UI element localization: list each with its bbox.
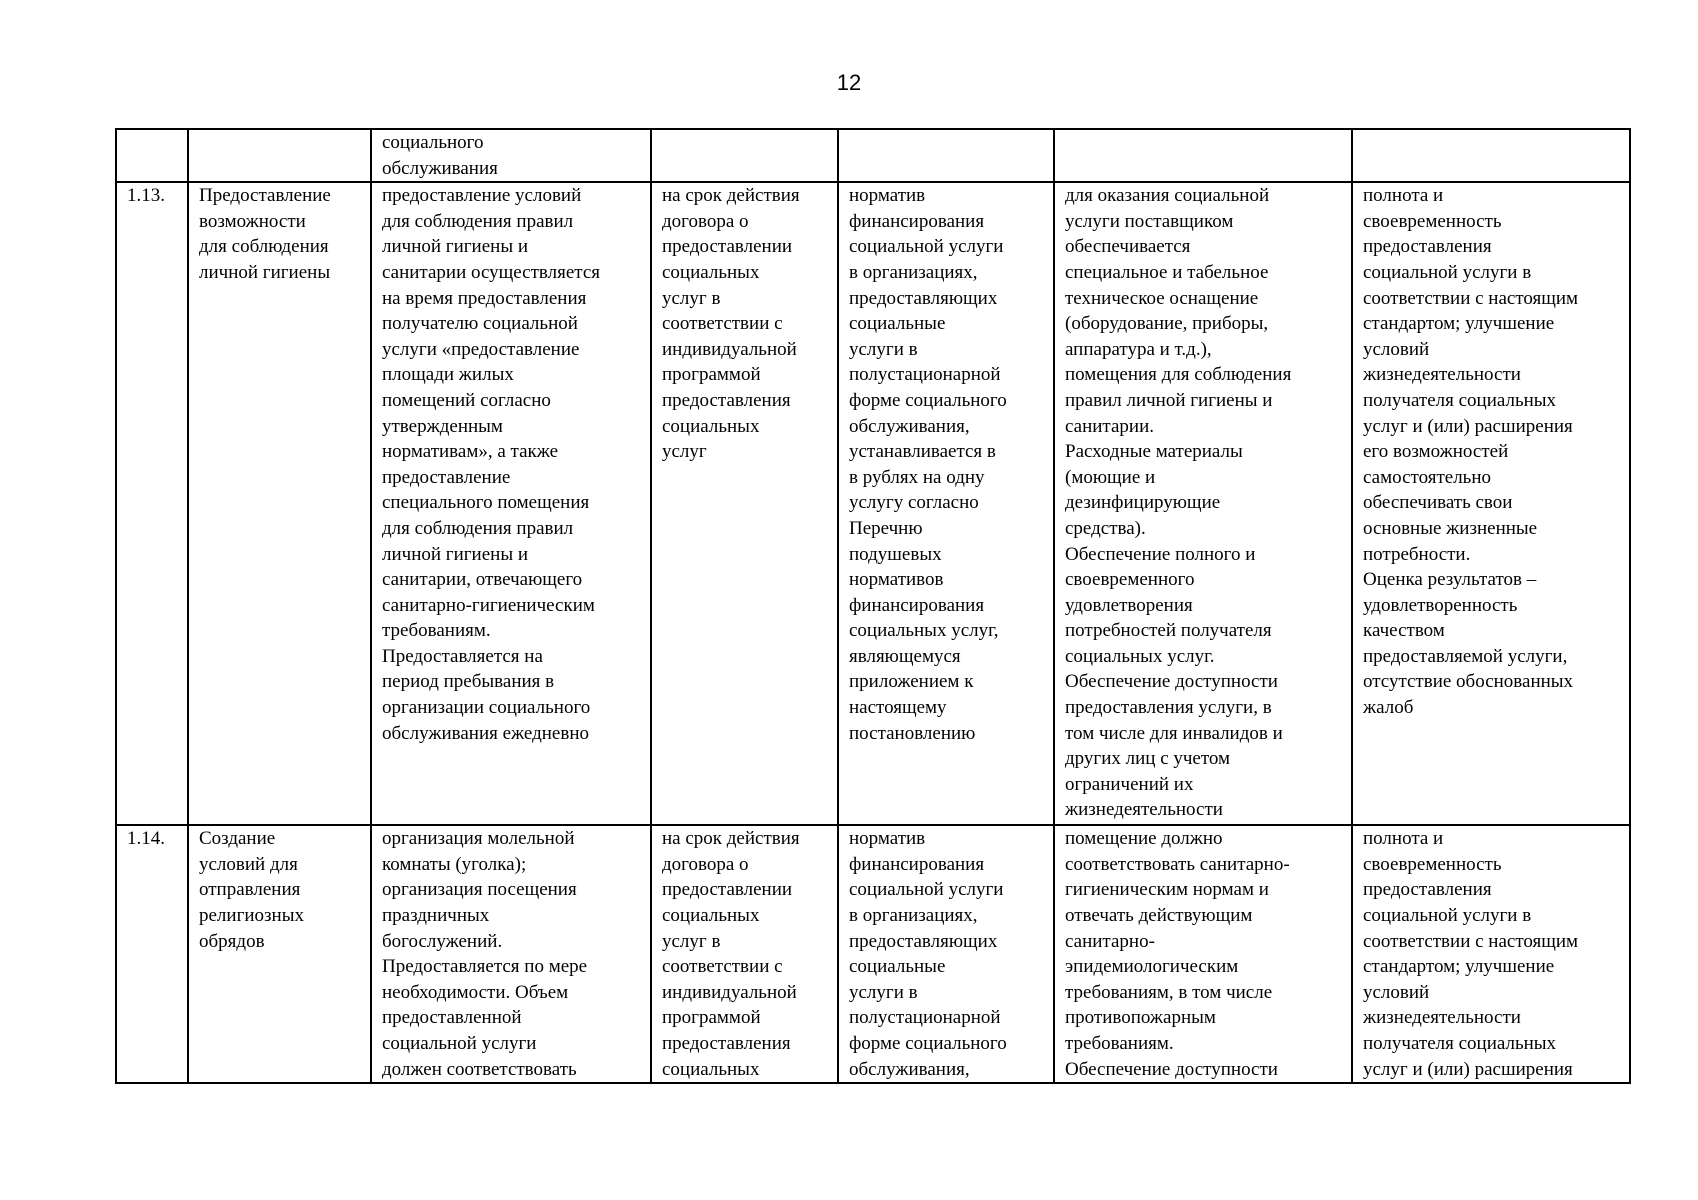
service-conditions: помещение должно соответствовать санитарно- гигиеническим нормам и отвечать действующим санитарно- эпидемиологическим требованиям, в том числе противопожарным требованиям. Обеспечение доступности: [1065, 828, 1290, 1080]
service-conditions-cell: [1054, 825, 1352, 1083]
service-name-cell: [188, 182, 371, 825]
row-number-cell: [116, 825, 188, 1083]
service-evaluation-cell: [1352, 129, 1630, 182]
table-row: [116, 129, 1630, 182]
service-description-cell: [371, 825, 651, 1083]
service-name: Предоставление возможности для соблюдения личной гигиены: [199, 185, 331, 283]
service-conditions: для оказания социальной услуги поставщиком обеспечивается специальное и табельное техническое оснащение (оборудование, приборы, аппаратура и т.д.), помещения для соблюдения правил личной гигиены и санитарии. Расходные материалы (моющие и дезинфицирующие средства). Обеспечение полного и своевременного удовлетворения потребностей получателя социальных услуг. Обеспечение доступности предоставления услуги, в том числе для инвалидов и других лиц с учетом ограничений их жизнедеятельности: [1065, 185, 1292, 821]
page-number: 12: [836, 70, 862, 95]
table-row: [116, 182, 1630, 825]
service-normative: норматив финансирования социальной услуги в организациях, предоставляющих социальные услуги в полустационарной форме социального обслуживания,: [849, 828, 1007, 1080]
service-normative-cell: [838, 129, 1054, 182]
service-name-cell: [188, 129, 371, 182]
row-number: 1.13.: [127, 185, 165, 207]
service-term-cell: [651, 182, 838, 825]
service-description: организация молельной комнаты (уголка); организация посещения праздничных богослужений. Предоставляется по мере необходимости. Объем предоставленной социальной услуги должен соответствовать: [382, 828, 588, 1080]
service-term: на срок действия договора о предоставлении социальных услуг в соответствии с индивидуальной программой предоставления социальных услуг: [662, 185, 800, 463]
service-normative-cell: [838, 825, 1054, 1083]
service-description: предоставление условий для соблюдения правил личной гигиены и санитарии осуществляется на время предоставления получателю социальной услуги «предоставление площади жилых помещений согласно утвержденным нормативам», а также предоставление специального помещения для соблюдения правил личной гигиены и санитарии, отвечающего санитарно-гигиеническим требованиям. Предоставляется на период пребывания в организации социального обслуживания ежедневно: [382, 185, 600, 744]
table-row: [116, 825, 1630, 1083]
service-term-cell: [651, 825, 838, 1083]
service-evaluation: полнота и своевременность предоставления социальной услуги в соответствии с настоящим стандартом; улучшение условий жизнедеятельности получателя социальных услуг и (или) расширения: [1363, 828, 1579, 1080]
services-table: [115, 128, 1631, 1084]
service-name-cell: [188, 825, 371, 1083]
service-term: на срок действия договора о предоставлении социальных услуг в соответствии с индивидуальной программой предоставления социальных: [662, 828, 800, 1080]
service-name: Создание условий для отправления религиозных обрядов: [199, 828, 304, 952]
service-description-cell: [371, 182, 651, 825]
service-term-cell: [651, 129, 838, 182]
row-number: 1.14.: [127, 828, 165, 850]
service-conditions-cell: [1054, 129, 1352, 182]
service-evaluation: полнота и своевременность предоставления социальной услуги в соответствии с настоящим стандартом; улучшение условий жизнедеятельности получателя социальных услуг и (или) расширения его возможностей самостоятельно обеспечивать свои основные жизненные потребности. Оценка результатов – удовлетворенность качеством предоставляемой услуги, отсутствие обоснованных жалоб: [1363, 185, 1579, 719]
service-normative: норматив финансирования социальной услуги в организациях, предоставляющих социальные услуги в полустационарной форме социального обслуживания, устанавливается в в рублях на одну услугу согласно Перечню подушевых нормативов финансирования социальных услуг, являющемуся приложением к настоящему постановлению: [849, 185, 1007, 744]
service-normative-cell: [838, 182, 1054, 825]
row-number-cell: [116, 129, 188, 182]
service-evaluation-cell: [1352, 182, 1630, 825]
service-description: социального обслуживания: [382, 132, 498, 179]
service-evaluation-cell: [1352, 825, 1630, 1083]
service-conditions-cell: [1054, 182, 1352, 825]
row-number-cell: [116, 182, 188, 825]
service-description-cell: [371, 129, 651, 182]
